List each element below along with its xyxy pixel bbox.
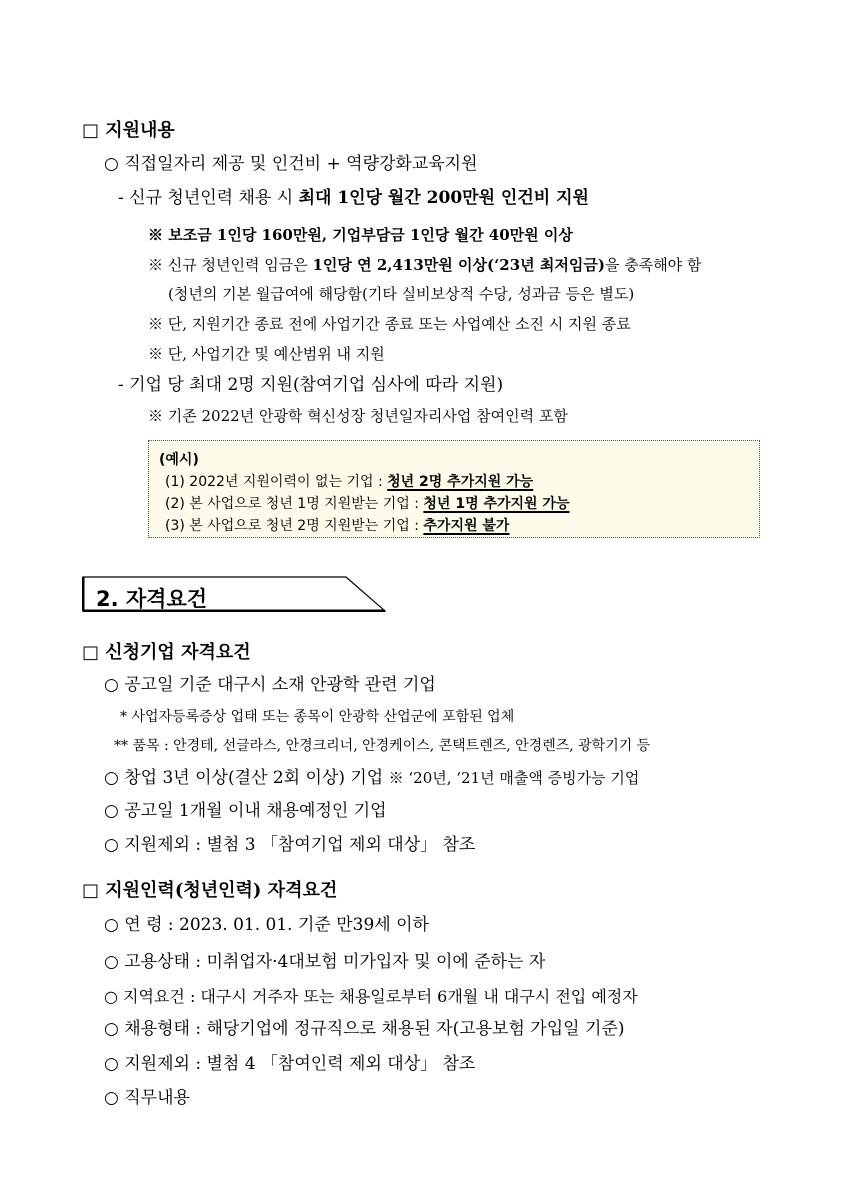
note-budget: ※ 단, 사업기간 및 예산범위 내 지원 [148, 345, 385, 363]
company-note-business: * 사업자등록증상 업태 또는 종목이 안광학 산업군에 포함된 업체 [120, 709, 515, 725]
youth-item-age: ○ 연 령 : 2023. 01. 01. 기준 만39세 이하 [104, 915, 429, 935]
note-subsidy: ※ 보조금 1인당 160만원, 기업부담금 1인당 월간 40만원 이상 [148, 226, 573, 244]
example-row-label: (3) 본 사업으로 청년 2명 지원받는 기업 : [165, 518, 424, 534]
example-title: (예시) [159, 452, 199, 468]
example-row-label: (2) 본 사업으로 청년 1명 지원받는 기업 : [165, 496, 424, 512]
company-item-hiring: ○ 공고일 1개월 이내 채용예정인 기업 [104, 801, 387, 821]
company-item-location: ○ 공고일 기준 대구시 소재 안광학 관련 기업 [104, 675, 436, 695]
example-row-result: 청년 1명 추가지원 가능 [423, 496, 570, 512]
company-item-years [104, 770, 639, 787]
youth-item-region: ○ 지역요건 : 대구시 거주자 또는 채용일로부터 6개월 내 대구시 전입 예정자 [104, 987, 638, 1006]
note-wage [148, 258, 701, 273]
example-box [148, 440, 760, 538]
youth-item-exclusion: ○ 지원제외 : 별첨 4 「참여인력 제외 대상」 참조 [104, 1054, 476, 1074]
example-row-result: 추가지원 불가 [423, 518, 510, 534]
note-existing: ※ 기존 2022년 안광학 혁신성장 청년일자리사업 참여인력 포함 [148, 407, 568, 425]
company-note-items: ** 품목 : 안경테, 선글라스, 안경크리너, 안경케이스, 콘택트렌즈, 안경렌즈, 광학기기 등 [114, 738, 651, 754]
note-wage-bold: 1인당 연 2,413만원 이상(‘23년 최저임금) [312, 256, 605, 274]
note-wage-cont: (청년의 기본 월급여에 해당함(기타 실비보상적 수당, 성과금 등은 별도) [168, 285, 635, 303]
example-row [165, 471, 533, 491]
company-qualification-heading: □ 신청기업 자격요건 [82, 642, 251, 663]
section-title-banner [82, 576, 386, 612]
dash-bold-text: 최대 1인당 월간 200만원 인건비 지원 [298, 188, 589, 208]
support-dash-new-hire [118, 190, 589, 207]
support-content-heading: □ 지원내용 [82, 120, 175, 141]
youth-item-hire-type: ○ 채용형태 : 해당기업에 정규직으로 채용된 자(고용보험 가입일 기준) [104, 1019, 625, 1039]
youth-item-employment: ○ 고용상태 : 미취업자·4대보험 미가입자 및 이에 준하는 자 [104, 952, 546, 972]
company-years-note: ※ ‘20년, ‘21년 매출액 증빙가능 기업 [388, 769, 640, 787]
note-wage-post: 을 충족해야 함 [604, 256, 702, 274]
support-dash-max-two: - 기업 당 최대 2명 지원(참여기업 심사에 따라 지원) [118, 375, 504, 395]
company-item-exclusion: ○ 지원제외 : 별첨 3 「참여기업 제외 대상」 참조 [104, 835, 476, 855]
youth-item-duties: ○ 직무내용 [104, 1088, 190, 1108]
note-wage-pre: ※ 신규 청년인력 임금은 [148, 256, 313, 274]
example-row-result: 청년 2명 추가지원 가능 [387, 474, 534, 490]
example-row-label: (1) 2022년 지원이력이 없는 기업 : [165, 474, 388, 490]
example-row [165, 515, 509, 535]
example-row [165, 493, 570, 513]
company-years-text: ○ 창업 3년 이상(결산 2회 이상) 기업 [104, 768, 389, 788]
support-item-direct-jobs: ○ 직접일자리 제공 및 인건비 + 역량강화교육지원 [104, 154, 478, 174]
section-title: 2. 자격요건 [96, 587, 208, 611]
youth-qualification-heading: □ 지원인력(청년인력) 자격요건 [82, 880, 338, 901]
note-period-end: ※ 단, 지원기간 종료 전에 사업기간 종료 또는 사업예산 소진 시 지원 종료 [148, 315, 631, 333]
dash-text: - 신규 청년인력 채용 시 [118, 188, 299, 208]
